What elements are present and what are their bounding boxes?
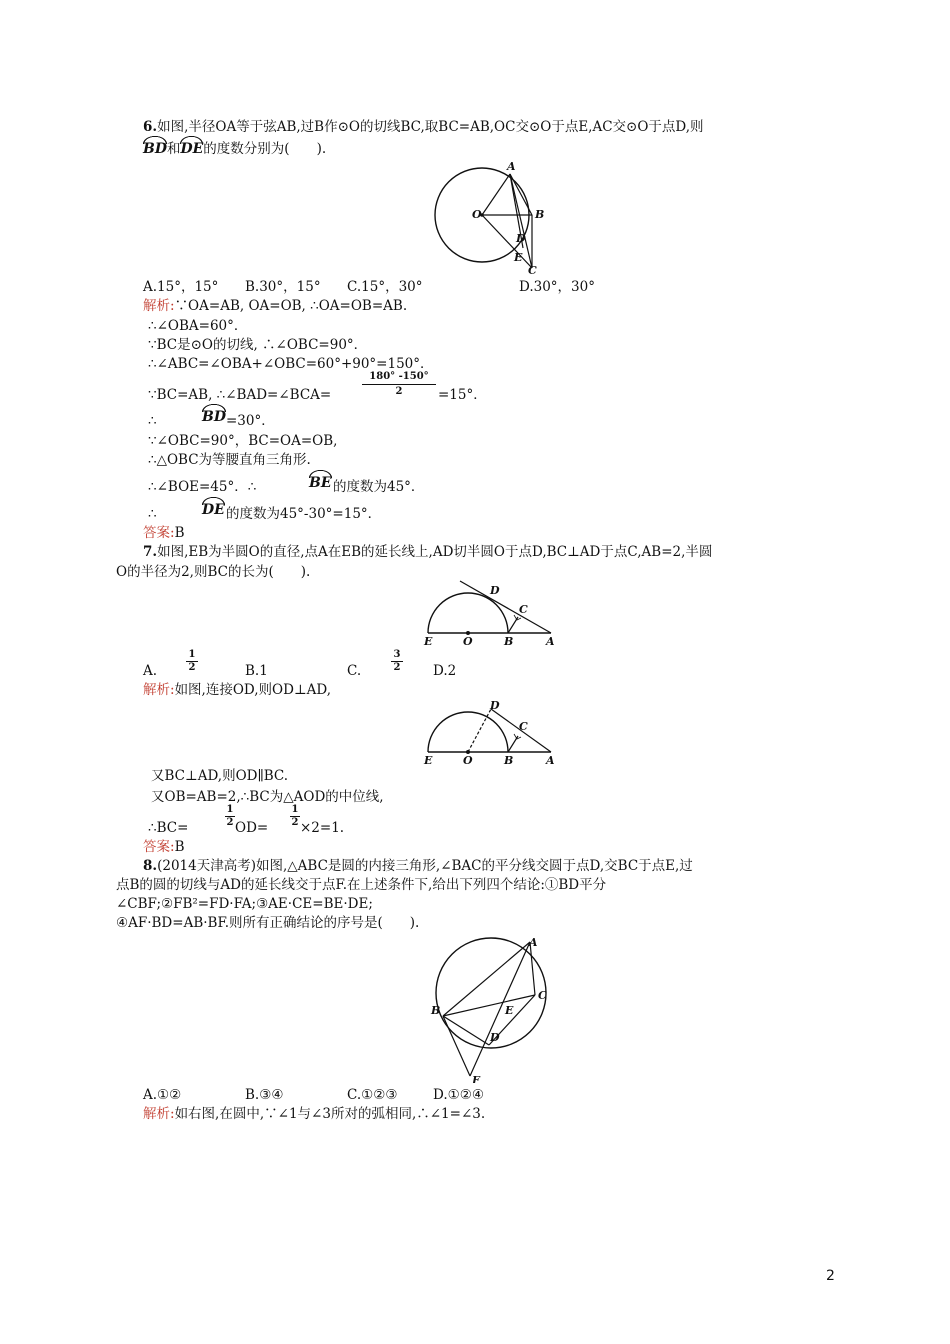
q6-arc-de: DE xyxy=(180,136,203,157)
q8-number: 8. xyxy=(143,858,158,874)
q8-label-f: F xyxy=(472,1074,480,1083)
q6-option-c: C.15°，30° xyxy=(347,279,423,295)
q6-stem-line1 xyxy=(143,118,704,136)
q6-solution-line9-post: 的度数为45°． xyxy=(333,479,425,495)
q7-fig1-label-d: D xyxy=(490,584,500,597)
q7-option-c-fraction: 3 2 xyxy=(391,650,403,673)
q7-fig2-label-a: A xyxy=(546,754,555,767)
q6-and: 和 xyxy=(166,141,181,157)
q8-label-a: A xyxy=(529,936,538,949)
q8-label-e: E xyxy=(505,1004,514,1017)
q7-answer-label: 答案: xyxy=(143,839,175,855)
q6-solution-line8: ∴△OBC为等腰直角三角形. xyxy=(148,452,311,468)
q7-option-b: B.1 xyxy=(245,663,268,679)
q8-option-a: A.①② xyxy=(143,1087,182,1103)
q8-figure xyxy=(425,928,555,1083)
q8-label-b: B xyxy=(431,1004,441,1017)
q6-solution-line10-post: 的度数为45°-30°=15°． xyxy=(226,506,382,522)
q6-solution-line9: ∴∠BOE=45°．∴ xyxy=(148,479,257,495)
q7-fig2-label-b: B xyxy=(504,754,514,767)
q6-sol-arc-be: BE xyxy=(309,470,332,491)
q6-solution-line5-post: =15°． xyxy=(438,387,487,403)
q7-fig2-label-c: C xyxy=(519,720,528,733)
q8-stem-line2: 点B的圆的切线与AD的延长线交于点F.在上述条件下,给出下列四个结论:①BD平分 xyxy=(116,877,607,893)
q7-solution-line1: 解析:如图,连接OD,则OD⊥AD, xyxy=(143,682,332,698)
q7-figure-2 xyxy=(418,697,563,767)
q6-label-a: A xyxy=(507,160,516,173)
q6-fraction-num: 180° -150° xyxy=(369,371,429,382)
q6-solution-line7: ∵∠OBC=90°，BC=OA=OB, xyxy=(148,433,338,449)
q7-stem-line1 xyxy=(143,543,712,561)
q6-answer-value: B xyxy=(174,525,185,541)
q6-solution-line4: ∴∠ABC=∠OBA+∠OBC=60°+90°=150°． xyxy=(148,356,434,372)
q6-option-a: A.15°，15° xyxy=(143,279,219,295)
q6-option-d: D.30°，30° xyxy=(519,279,595,295)
q8-option-b: B.③④ xyxy=(245,1087,284,1103)
q7-fig2-label-e: E xyxy=(424,754,433,767)
q8-label-c: C xyxy=(538,989,547,1002)
q6-solution-line6: ∴ xyxy=(148,413,157,429)
q7-figure-1 xyxy=(418,578,563,648)
q6-label-e: E xyxy=(514,251,523,264)
q6-fraction xyxy=(362,372,436,397)
q7-sol-fraction-1: 1 2 xyxy=(226,804,234,828)
q7-number: 7. xyxy=(143,544,158,560)
q6-number: 6. xyxy=(143,119,158,135)
q6-arc-bd: BD xyxy=(143,136,167,157)
q8-stem-text1: (2014天津高考)如图,△ABC是圆的内接三角形,∠BAC的平分线交圆于点D,交BC于点E,过 xyxy=(157,858,693,874)
q7-option-c: C. xyxy=(347,663,362,679)
q6-sol-arc-de: DE xyxy=(202,497,225,518)
q6-label-d: D xyxy=(516,232,526,245)
page-number: 2 xyxy=(826,1268,835,1284)
q7-fig1-label-o: O xyxy=(463,635,473,648)
q8-option-c: C.①②③ xyxy=(347,1087,398,1103)
q6-label-b: B xyxy=(535,208,545,221)
q7-solution-line4: ∴BC= xyxy=(148,820,189,836)
q6-option-b: B.30°，15° xyxy=(245,279,321,295)
q6-fraction-den: 2 xyxy=(395,386,403,397)
q7-fig1-label-a: A xyxy=(546,635,555,648)
q7-option-a-fraction: 1 2 xyxy=(186,650,198,673)
q6-label-c: C xyxy=(528,264,537,277)
q7-fig2-label-o: O xyxy=(463,754,473,767)
q7-answer xyxy=(143,838,184,856)
q6-figure xyxy=(430,160,560,280)
q8-label-d: D xyxy=(490,1031,500,1044)
q6-solution-line5: ∵BC=AB, ∴∠BAD=∠BCA= xyxy=(148,387,332,403)
q7-fig1-label-e: E xyxy=(424,635,433,648)
q6-answer-label: 答案: xyxy=(143,525,175,541)
q7-answer-value: B xyxy=(174,839,185,855)
q6-solution-line1: 解析:∵OA=AB, OA=OB, ∴OA=OB=AB. xyxy=(143,298,408,314)
q6-solution-line3: ∵BC是⊙O的切线, ∴∠OBC=90°． xyxy=(148,337,368,353)
q8-stem-line4: ④AF·BD=AB·BF.则所有正确结论的序号是( ). xyxy=(116,915,420,931)
q6-answer xyxy=(143,524,184,542)
q6-solution-line10: ∴ xyxy=(148,506,157,522)
q6-stem-text2: 的度数分别为( ). xyxy=(203,141,327,157)
q7-fig1-label-c: C xyxy=(519,603,528,616)
q6-solution-label: 解析: xyxy=(143,298,175,314)
q6-sol-arc-bd: BD xyxy=(202,404,226,425)
q7-fig1-label-b: B xyxy=(504,635,514,648)
q7-stem-text1: 如图,EB为半圆O的直径,点A在EB的延长线上,AD切半圆O于点D,BC⊥AD于点C,AB=2,半圆 xyxy=(157,544,713,560)
q7-option-a: A. xyxy=(143,663,158,679)
q6-solution-line6-post: =30°． xyxy=(226,413,275,429)
q7-solution-line4-post: ×2=1. xyxy=(300,820,345,836)
q8-solution-label: 解析: xyxy=(143,1106,175,1122)
q7-solution-line3: 又OB=AB=2,∴BC为△AOD的中位线, xyxy=(151,789,384,805)
q7-option-d: D.2 xyxy=(433,663,457,679)
q6-label-o: O xyxy=(472,208,482,221)
q8-option-d: D.①②④ xyxy=(433,1087,484,1103)
q8-stem-line1 xyxy=(143,857,693,875)
q7-solution-label: 解析: xyxy=(143,682,175,698)
q7-fig2-label-d: D xyxy=(490,699,500,712)
q7-stem-line2: O的半径为2,则BC的长为( ). xyxy=(116,564,311,580)
q8-solution-line1: 解析:如右图,在圆中,∵∠1与∠3所对的弧相同,∴∠1=∠3. xyxy=(143,1106,486,1122)
q7-solution-line4-mid: OD= xyxy=(235,820,269,836)
q7-sol-fraction-2: 1 2 xyxy=(291,804,299,828)
q6-stem-line2 xyxy=(143,140,326,158)
q6-stem-text1: 如图,半径OA等于弦AB,过B作⊙O的切线BC,取BC=AB,OC交⊙O于点E,AC交⊙O于点D,则 xyxy=(157,119,704,135)
q6-solution-line2: ∴∠OBA=60°． xyxy=(148,318,248,334)
q7-solution-line2: 又BC⊥AD,则OD∥BC. xyxy=(151,768,289,784)
q8-stem-line3: ∠CBF;②FB²=FD·FA;③AE·CE=BE·DE; xyxy=(116,896,373,912)
